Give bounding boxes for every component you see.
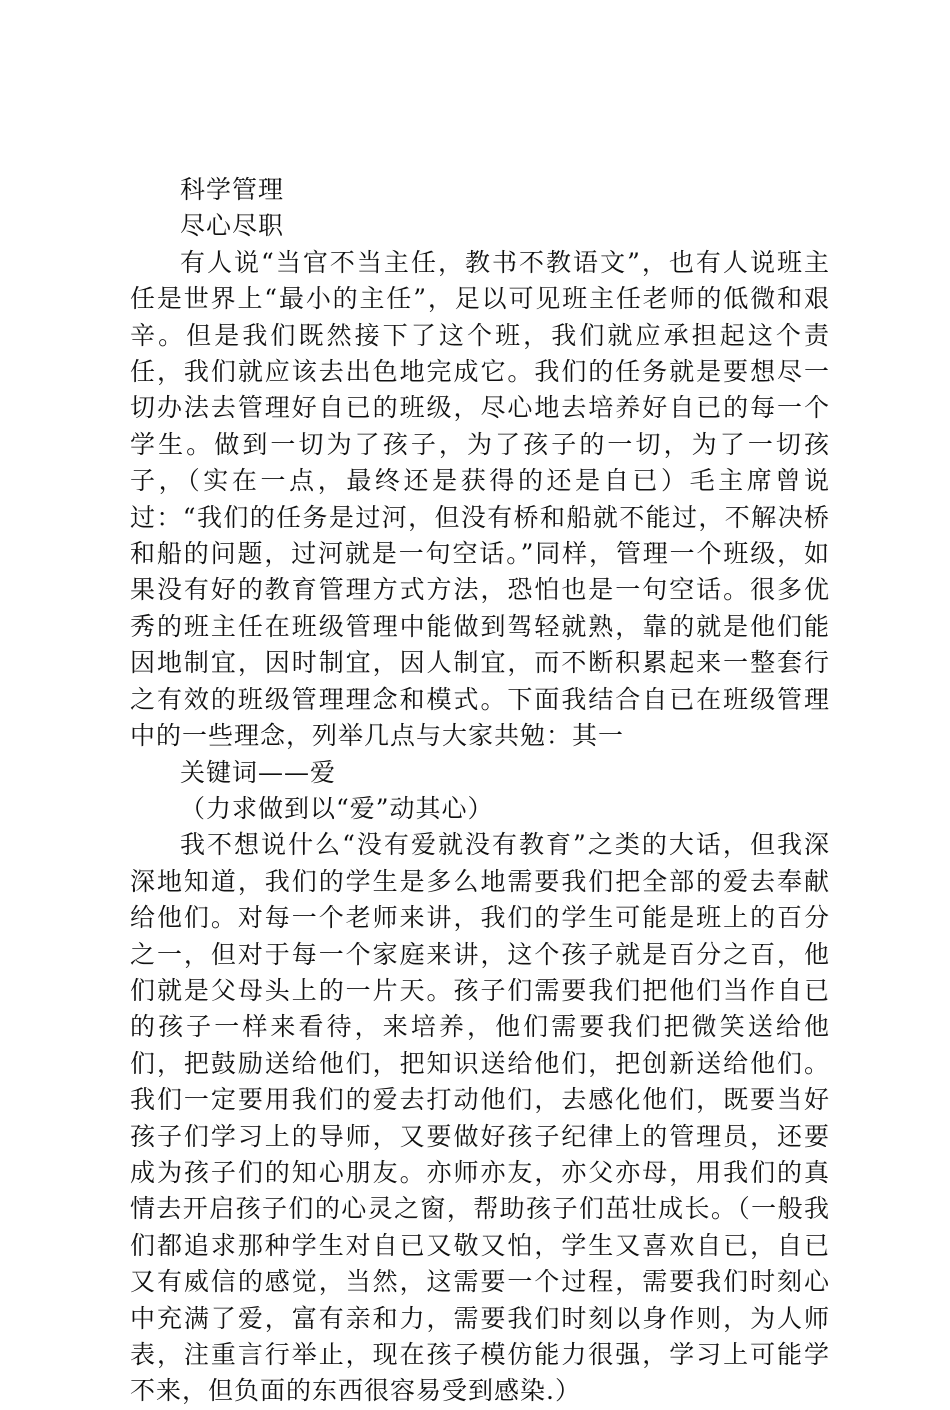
section-heading: 科学管理 xyxy=(180,175,285,204)
body-paragraph: 我不想说什么“没有爱就没有教育”之类的大话，但我深深地知道，我们的学生是多么地需要我们把全部的爱去奉献给他们。对每一个老师来讲，我们的学生可能是班上的百分之一，但对于每一个家庭来讲，这个孩子就是百分之百，他们就是父母头上的一片天。孩子们需要我们把他们当作自已的孩子一样来看待，来培养，他们需要我们把微笑送给他们，把鼓励送给他们，把知识送给他们，把创新送给他们。我们一定要用我们的爱去打动他们，去感化他们，既要当好孩子们学习上的导师，又要做好孩子纪律上的管理员，还要成为孩子们的知心朋友。亦师亦友，亦父亦母，用我们的真情去开启孩子们的心灵之窗，帮助孩子们茁壮成长。（一般我们都追求那种学生对自已又敬又怕，学生又喜欢自已，自已又有威信的感觉，当然，这需要一个过程，需要我们时刻心中充满了爱，富有亲和力，需要我们时刻以身作则，为人师表，注重言行举止，现在孩子模仿能力很强，学习上可能学不来，但负面的东西很容易受到感染.） xyxy=(130,830,830,1406)
keyword-heading: 关键词——爱 xyxy=(180,757,337,787)
section-subheading: 尽心尽职 xyxy=(180,211,285,241)
keyword-subheading: （力求做到以“爱”动其心） xyxy=(180,793,494,823)
document-body xyxy=(130,172,830,1410)
body-paragraph: 有人说“当官不当主任，教书不教语文”，也有人说班主任是世界上“最小的主任”，足以可见班主任老师的低微和艰辛。但是我们既然接下了这个班，我们就应承担起这个责任，我们就应该去出色地完成它。我们的任务就是要想尽一切办法去管理好自已的班级，尽心地去培养好自已的每一个学生。做到一切为了孩子，为了孩子的一切，为了一切孩子，（实在一点，最终还是获得的还是自已）毛主席曾说过：“我们的任务是过河，但没有桥和船就不能过，不解决桥和船的问题，过河就是一句空话。”同样，管理一个班级，如果没有好的教育管理方式方法，恐怕也是一句空话。很多优秀的班主任在班级管理中能做到驾轻就熟，靠的就是他们能因地制宜，因时制宜，因人制宜，而不断积累起来一整套行之有效的班级管理理念和模式。下面我结合自已在班级管理中的一些理念，列举几点与大家共勉：其一 xyxy=(130,247,830,751)
